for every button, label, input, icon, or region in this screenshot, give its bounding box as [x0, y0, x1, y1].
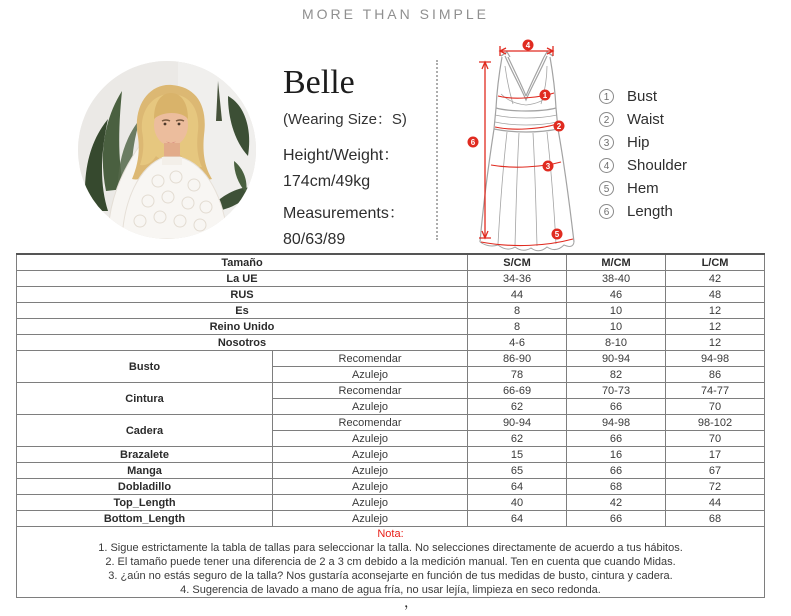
dress-diagram — [455, 36, 600, 257]
table-row — [17, 319, 765, 335]
note-line: 3. ¿aún no estás seguro de la talla? Nos gustaría aconsejarte en función de tus medidas de busto, cintura y cadera. — [108, 570, 673, 582]
row-value: 46 — [567, 287, 666, 303]
model-photo-illustration — [78, 61, 256, 239]
row-type: Azulejo — [273, 511, 468, 527]
legend-label: Length — [627, 203, 673, 220]
row-label: Brazalete — [17, 447, 273, 463]
row-label: Manga — [17, 463, 273, 479]
note-line: 1. Sigue estrictamente la tabla de tallas para seleccionar la talla. No selecciones directamente de acuerdo a tus hábitos. — [98, 542, 683, 554]
header-label: Tamaño — [17, 254, 468, 271]
note-line: 2. El tamaño puede tener una diferencia de 2 a 3 cm debido a la medición manual. Ten en cuenta que cuando Midas. — [105, 556, 676, 568]
dotted-divider — [436, 60, 438, 240]
row-value: 70 — [666, 399, 765, 415]
row-value: 70 — [666, 431, 765, 447]
footer-mark: ， — [404, 594, 418, 610]
legend-item — [599, 177, 687, 200]
height-weight-value: 174cm/49kg — [283, 173, 371, 190]
row-value: 10 — [567, 303, 666, 319]
row-label: RUS — [17, 287, 468, 303]
row-value: 64 — [468, 479, 567, 495]
row-value: 38-40 — [567, 271, 666, 287]
legend-label: Shoulder — [627, 157, 688, 174]
height-weight-label: Height/Weight： — [283, 147, 400, 164]
row-value: 78 — [468, 367, 567, 383]
row-type: Recomendar — [273, 351, 468, 367]
row-value: 72 — [666, 479, 765, 495]
model-wearing-size: (Wearing Size：S) — [283, 111, 407, 128]
measurements-value: 80/63/89 — [283, 231, 346, 248]
table-row — [17, 303, 765, 319]
row-value: 94-98 — [666, 351, 765, 367]
table-row — [17, 463, 765, 479]
row-label: Nosotros — [17, 335, 468, 351]
table-row — [17, 335, 765, 351]
row-type: Azulejo — [273, 447, 468, 463]
size-table — [16, 253, 765, 598]
row-value: 62 — [468, 431, 567, 447]
header-size: S/CM — [468, 254, 567, 271]
model-photo — [78, 61, 256, 239]
row-value: 62 — [468, 399, 567, 415]
table-row — [17, 271, 765, 287]
row-value: 90-94 — [468, 415, 567, 431]
row-value: 67 — [666, 463, 765, 479]
row-label: Dobladillo — [17, 479, 273, 495]
row-type: Recomendar — [273, 383, 468, 399]
legend-number: 6 — [599, 204, 614, 219]
table-row — [17, 415, 765, 431]
measurement-legend — [599, 85, 687, 223]
row-value: 42 — [567, 495, 666, 511]
legend-item — [599, 154, 687, 177]
row-value: 86 — [666, 367, 765, 383]
row-value: 17 — [666, 447, 765, 463]
table-header-row — [17, 254, 765, 271]
legend-number: 2 — [599, 112, 614, 127]
legend-label: Hip — [627, 134, 650, 151]
model-name: Belle — [283, 64, 355, 101]
row-value: 65 — [468, 463, 567, 479]
row-value: 34-36 — [468, 271, 567, 287]
row-label: Top_Length — [17, 495, 273, 511]
row-value: 15 — [468, 447, 567, 463]
row-value: 44 — [468, 287, 567, 303]
legend-item — [599, 200, 687, 223]
row-label: Bottom_Length — [17, 511, 273, 527]
row-value: 68 — [567, 479, 666, 495]
notes-cell — [17, 527, 765, 598]
measurements-label: Measurements： — [283, 205, 405, 222]
legend-number: 3 — [599, 135, 614, 150]
row-type: Azulejo — [273, 367, 468, 383]
row-value: 98-102 — [666, 415, 765, 431]
note-title: Nota: — [377, 528, 404, 540]
legend-item — [599, 85, 687, 108]
row-value: 86-90 — [468, 351, 567, 367]
row-type: Azulejo — [273, 463, 468, 479]
row-label: Es — [17, 303, 468, 319]
legend-label: Hem — [627, 180, 659, 197]
legend-item — [599, 108, 687, 131]
table-row — [17, 495, 765, 511]
legend-number: 5 — [599, 181, 614, 196]
svg-text:5: 5 — [554, 230, 560, 239]
row-value: 8 — [468, 319, 567, 335]
row-label: Cintura — [17, 383, 273, 415]
row-value: 44 — [666, 495, 765, 511]
row-type: Azulejo — [273, 495, 468, 511]
row-value: 68 — [666, 511, 765, 527]
row-value: 8-10 — [567, 335, 666, 351]
row-value: 4-6 — [468, 335, 567, 351]
row-value: 12 — [666, 319, 765, 335]
row-type: Azulejo — [273, 431, 468, 447]
row-value: 74-77 — [666, 383, 765, 399]
table-row — [17, 351, 765, 367]
row-value: 90-94 — [567, 351, 666, 367]
row-value: 12 — [666, 303, 765, 319]
row-value: 70-73 — [567, 383, 666, 399]
row-label: Cadera — [17, 415, 273, 447]
legend-label: Bust — [627, 88, 658, 105]
svg-text:3: 3 — [545, 162, 551, 171]
row-value: 8 — [468, 303, 567, 319]
svg-text:4: 4 — [525, 41, 531, 50]
row-value: 66 — [567, 431, 666, 447]
row-label: Reino Unido — [17, 319, 468, 335]
row-type: Azulejo — [273, 399, 468, 415]
row-value: 48 — [666, 287, 765, 303]
table-row — [17, 287, 765, 303]
table-row — [17, 511, 765, 527]
row-value: 66-69 — [468, 383, 567, 399]
row-type: Recomendar — [273, 415, 468, 431]
row-value: 66 — [567, 463, 666, 479]
row-value: 12 — [666, 335, 765, 351]
header-size: L/CM — [666, 254, 765, 271]
row-value: 82 — [567, 367, 666, 383]
table-row — [17, 479, 765, 495]
row-value: 64 — [468, 511, 567, 527]
svg-text:6: 6 — [470, 138, 476, 147]
row-value: 10 — [567, 319, 666, 335]
table-row — [17, 447, 765, 463]
legend-label: Waist — [627, 111, 664, 128]
row-value: 42 — [666, 271, 765, 287]
row-value: 94-98 — [567, 415, 666, 431]
size-table-body — [17, 254, 765, 598]
row-value: 66 — [567, 399, 666, 415]
row-value: 66 — [567, 511, 666, 527]
table-notes-row — [17, 527, 765, 598]
table-row — [17, 383, 765, 399]
legend-number: 4 — [599, 158, 614, 173]
svg-text:1: 1 — [542, 91, 548, 100]
row-type: Azulejo — [273, 479, 468, 495]
header-size: M/CM — [567, 254, 666, 271]
model-info — [283, 64, 433, 253]
row-label: La UE — [17, 271, 468, 287]
row-value: 16 — [567, 447, 666, 463]
row-value: 40 — [468, 495, 567, 511]
dress-sketch — [455, 36, 600, 252]
legend-item — [599, 131, 687, 154]
svg-text:2: 2 — [556, 122, 562, 131]
brand-title: MORE THAN SIMPLE — [302, 6, 489, 22]
legend-number: 1 — [599, 89, 614, 104]
note-line: 4. Sugerencia de lavado a mano de agua fría, no usar lejía, limpieza en seco redonda. — [180, 584, 601, 596]
row-label: Busto — [17, 351, 273, 383]
